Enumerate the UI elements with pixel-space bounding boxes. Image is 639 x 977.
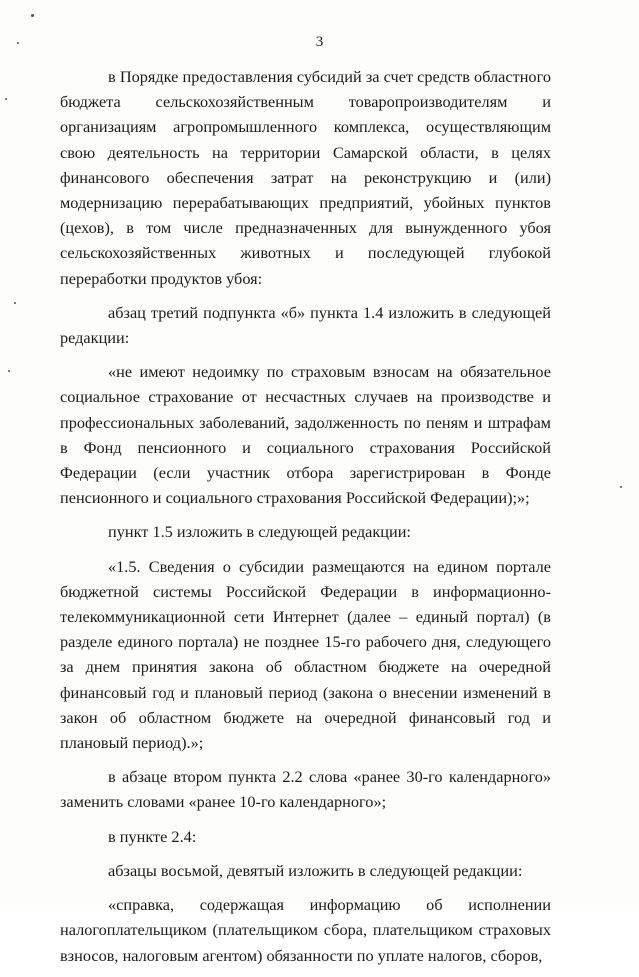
document-body xyxy=(60,64,551,977)
scan-speck xyxy=(5,98,7,100)
paragraph-quote-1-4: «не имеют недоимку по страховым взносам на обязательное социальное страхование от несчастных случаев на производстве и профессиональных заболеваний, задолженность по пеням и штрафам в Фонд пенсионного и социального страхования Российской Федерации (если участник отбора зарегистрирован в Фонде пенсионного и социального страхования Российской Федерации);»; xyxy=(60,362,551,508)
paragraph-amend-2-4: в пункте 2.4: xyxy=(108,826,197,846)
paragraph-amend-2-4-paragraphs: абзацы восьмой, девятый изложить в следующей редакции: xyxy=(108,860,523,880)
paragraph-amend-1-4: абзац третий подпункта «б» пункта 1.4 изложить в следующей редакции: xyxy=(60,302,551,348)
scan-speck xyxy=(14,302,16,304)
page-number: 3 xyxy=(315,34,324,50)
paragraph-amend-2-2: в абзаце втором пункта 2.2 слова «ранее 30-го календарного» заменить словами «ранее 10-го календарного»; xyxy=(60,767,551,812)
paragraph-order-intro: в Порядке предоставления субсидий за счет средств областного бюджета сельскохозяйственным товаропроизводителям и организациям агропромышленного комплекса, осуществляющим свою деятельность на территории Самарской области, в целях финансового обеспечения затрат на реконструкцию и (или) модернизацию перерабатывающих предприятий, убойных пунктов (цехов), в том числе предназначенных для вынужденного убоя сельскохозяйственных животных и последующей глубокой переработки продуктов убоя: xyxy=(60,67,551,288)
paragraph-quote-1-5: «1.5. Сведения о субсидии размещаются на едином портале бюджетной системы Российской Федерации в информационно-телекоммуникационной сети Интернет (далее – единый портал) (в разделе единого портала) не позднее 15-го рабочего дня, следующего за днем принятия закона об областном бюджете на очередной финансовый год и плановый период (закона о внесении изменений в закон об областном бюджете на очередной финансовый год и плановый период).»; xyxy=(60,556,551,753)
paragraph-amend-1-5: пункт 1.5 изложить в следующей редакции: xyxy=(108,522,411,542)
scan-speck xyxy=(8,370,10,372)
scan-speck xyxy=(31,14,34,17)
scan-speck xyxy=(620,486,622,488)
paragraph-quote-certificate: «справка, содержащая информацию об исполнении налогоплательщиком (плательщиком сбора, плательщиком страховых взносов, налоговым агентом) обязанности по уплате налогов, сборов, xyxy=(60,895,551,965)
